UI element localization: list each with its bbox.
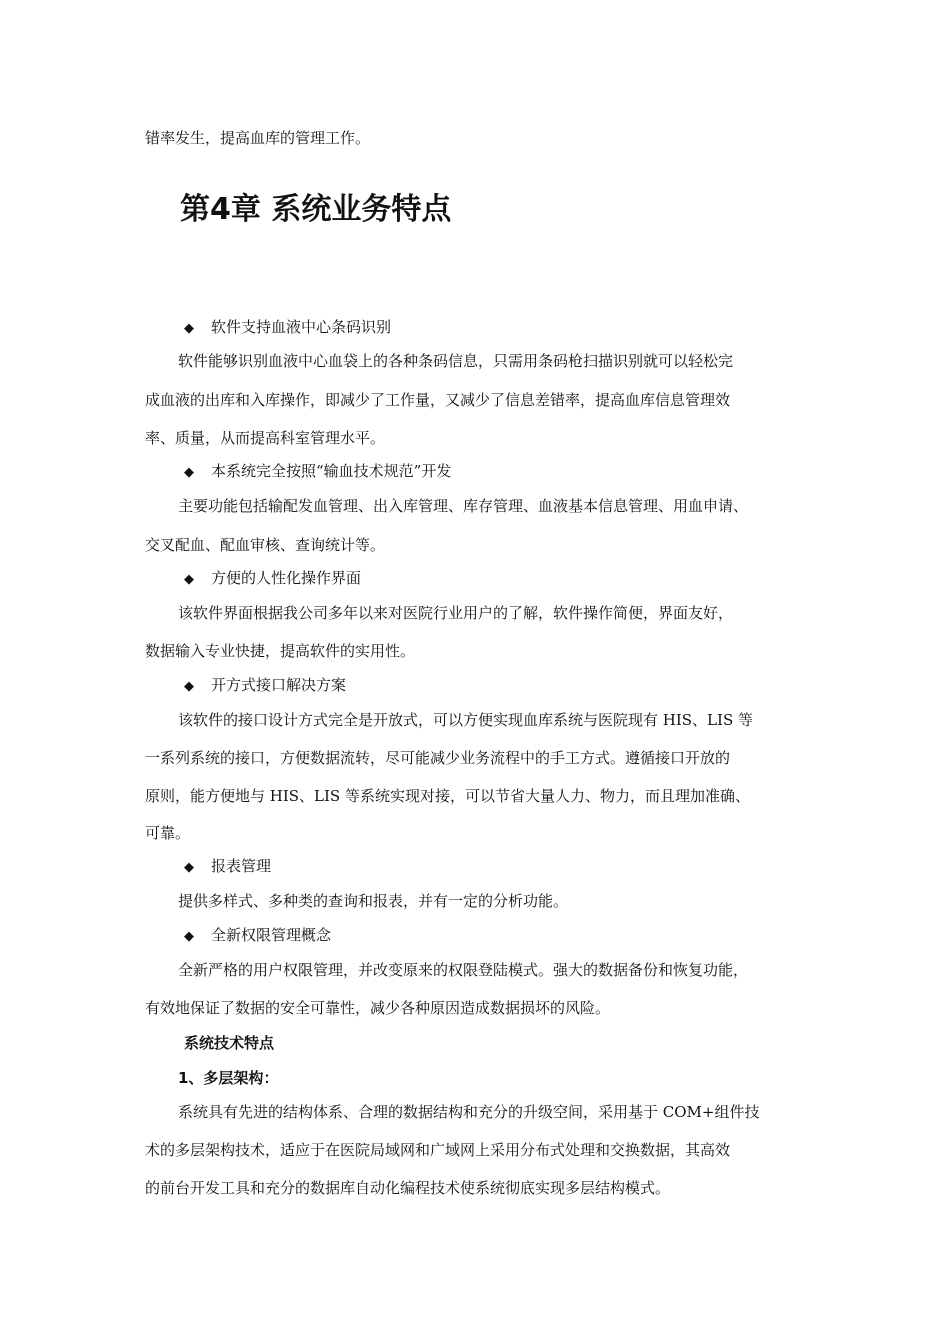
diamond-bullet-icon: ◆ — [184, 929, 194, 944]
chapter-title: 第4章 系统业务特点 — [180, 192, 452, 227]
feature-title: 开方式接口解决方案 — [211, 676, 347, 694]
subsection-title: 1、多层架构： — [178, 1069, 279, 1087]
paragraph-line: 系统具有先进的结构体系、合理的数据结构和充分的升级空间，采用基于 COM+组件技 — [178, 1103, 760, 1121]
feature-heading — [184, 317, 391, 339]
paragraph-line: 有效地保证了数据的安全可靠性，减少各种原因造成数据损坏的风险。 — [145, 999, 611, 1017]
paragraph-line: 成血液的出库和入库操作，即减少了工作量，又减少了信息差错率，提高血库信息管理效 — [145, 391, 731, 409]
paragraph-line: 率、质量，从而提高科室管理水平。 — [145, 429, 386, 447]
paragraph-line: 原则，能方便地与 HIS、LIS 等系统实现对接，可以节省大量人力、物力，而且理加准确、 — [145, 787, 750, 805]
section-title: 系统技术特点 — [184, 1034, 275, 1052]
feature-heading — [184, 925, 331, 947]
diamond-bullet-icon: ◆ — [184, 860, 194, 875]
paragraph-line: 可靠。 — [145, 824, 191, 842]
diamond-bullet-icon: ◆ — [184, 321, 194, 336]
intro-tail-text: 错率发生，提高血库的管理工作。 — [145, 129, 371, 147]
paragraph-line: 一系列系统的接口，方便数据流转，尽可能减少业务流程中的手工方式。遵循接口开放的 — [145, 749, 731, 767]
feature-heading — [184, 461, 451, 483]
feature-heading — [184, 856, 271, 878]
feature-title: 本系统完全按照“输血技术规范”开发 — [211, 462, 452, 480]
paragraph-line: 数据输入专业快捷，提高软件的实用性。 — [145, 642, 416, 660]
paragraph-line: 软件能够识别血液中心血袋上的各种条码信息，只需用条码枪扫描识别就可以轻松完 — [178, 352, 734, 370]
paragraph-line: 该软件界面根据我公司多年以来对医院行业用户的了解，软件操作简便，界面友好， — [178, 604, 734, 622]
paragraph-line: 提供多样式、多种类的查询和报表，并有一定的分析功能。 — [178, 892, 569, 910]
feature-title: 全新权限管理概念 — [211, 926, 332, 944]
feature-title: 方便的人性化操作界面 — [211, 569, 362, 587]
diamond-bullet-icon: ◆ — [184, 465, 194, 480]
feature-heading — [184, 568, 361, 590]
diamond-bullet-icon: ◆ — [184, 572, 194, 587]
feature-title: 软件支持血液中心条码识别 — [211, 318, 392, 336]
paragraph-line: 全新严格的用户权限管理，并改变原来的权限登陆模式。强大的数据备份和恢复功能， — [178, 961, 749, 979]
diamond-bullet-icon: ◆ — [184, 679, 194, 694]
paragraph-line: 该软件的接口设计方式完全是开放式，可以方便实现血库系统与医院现有 HIS、LIS 等 — [178, 711, 753, 729]
paragraph-line: 术的多层架构技术，适应于在医院局域网和广域网上采用分布式处理和交换数据，其高效 — [145, 1141, 731, 1159]
paragraph-line: 主要功能包括输配发血管理、出入库管理、库存管理、血液基本信息管理、用血申请、 — [178, 497, 749, 515]
feature-heading — [184, 675, 346, 697]
feature-title: 报表管理 — [211, 857, 272, 875]
paragraph-line: 交叉配血、配血审核、查询统计等。 — [145, 536, 386, 554]
paragraph-line: 的前台开发工具和充分的数据库自动化编程技术使系统彻底实现多层结构模式。 — [145, 1179, 671, 1197]
